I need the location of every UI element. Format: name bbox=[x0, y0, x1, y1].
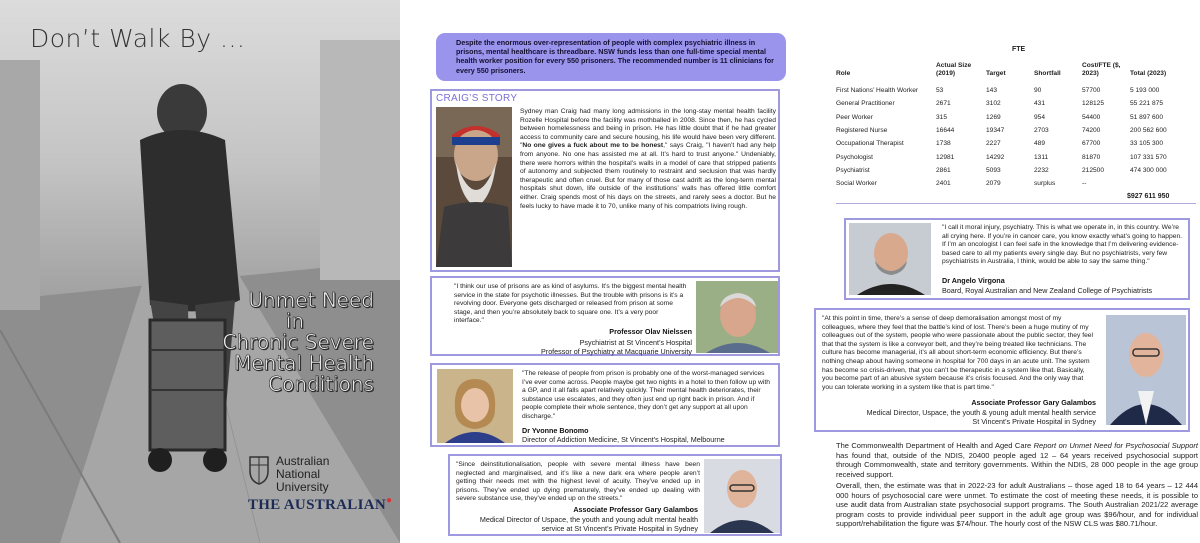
table-row bbox=[836, 97, 1196, 110]
table-cell: 2227 bbox=[986, 140, 1001, 148]
table-cell: 2401 bbox=[936, 180, 951, 188]
table-cell: 1738 bbox=[936, 140, 951, 148]
table-cell: 1311 bbox=[1034, 153, 1049, 161]
crest-icon bbox=[248, 455, 270, 485]
table-cell: 74200 bbox=[1082, 127, 1101, 135]
table-cell: General Practitioner bbox=[836, 100, 895, 108]
quote-galambos bbox=[448, 454, 782, 536]
cover-subtitle-line: Conditions bbox=[268, 372, 374, 396]
table-cell: Psychiatrist bbox=[836, 166, 870, 174]
galambos-photo bbox=[704, 459, 780, 533]
table-cell: 143 bbox=[986, 87, 998, 95]
table-cell: Occupational Therapist bbox=[836, 140, 904, 148]
story-bold-quote: No one gives a fuck about me to be honest bbox=[522, 142, 664, 150]
table-cell: 212500 bbox=[1082, 166, 1105, 174]
craig-photo bbox=[436, 107, 512, 267]
quote-role-line: Medical Director of Uspace, the youth and young adult mental health bbox=[479, 515, 698, 524]
table-cell: 81870 bbox=[1082, 153, 1101, 161]
story-title: CRAIG’S STORY bbox=[436, 93, 518, 104]
university-logo bbox=[248, 455, 329, 494]
table-cell: 2079 bbox=[986, 180, 1001, 188]
body-paragraph bbox=[836, 441, 1198, 479]
cover-panel bbox=[0, 0, 400, 543]
table-cell: 51 897 600 bbox=[1130, 113, 1164, 121]
cover-subtitle-line: Mental Health bbox=[234, 351, 374, 375]
table-cell: 954 bbox=[1034, 113, 1046, 121]
table-row bbox=[836, 177, 1196, 190]
quote-name: Professor Olav Nielssen bbox=[609, 327, 692, 336]
quote-bonomo bbox=[430, 363, 780, 447]
quote-name: Dr Angelo Virgona bbox=[942, 276, 1005, 285]
quote-galambos-2 bbox=[814, 308, 1190, 432]
table-cell: 55 221 875 bbox=[1130, 100, 1164, 108]
middle-panel bbox=[400, 0, 800, 543]
table-cell: 14292 bbox=[986, 153, 1005, 161]
quote-role-line: service at St Vincent’s Private Hospital in Sydney bbox=[541, 524, 698, 533]
quote-role bbox=[480, 515, 698, 533]
quote-role-line: Professor of Psychiatry at Macquarie University bbox=[541, 347, 692, 356]
quote-role-line: Medical Director, Uspace, the youth & young adult mental health service bbox=[866, 408, 1096, 417]
story-part2: ," says Craig, "I haven’t had any help from anyone. No one has assisted me at all. It’s hard to trust anyone." Undeniably, there were horrors within the hospital’s walls in a model of care that stripped patients of autonomy and subjected them routinely to restraint and seclusion that was hardly therapeutic and often cruel. But for many of those cast adrift as the long-term mental hospitals shut down, life outside of the institutions’ walls has offered little comfort either. Craig spends most of his days on the streets, and rarely sees a doctor. But he feels lucky to have made it to 70, unlike many of his compatriots living rough. bbox=[520, 142, 776, 210]
right-panel bbox=[800, 0, 1200, 543]
table-cell: Social Worker bbox=[836, 180, 877, 188]
table-divider bbox=[836, 203, 1196, 204]
cover-subtitle-line: Chronic Severe bbox=[222, 330, 374, 354]
publisher-name: THE AUSTRALIAN bbox=[248, 497, 386, 513]
table-row bbox=[836, 124, 1196, 137]
quote-role: Director of Addiction Medicine, St Vincent’s Hospital, Melbourne bbox=[522, 435, 725, 444]
quote-nielssen bbox=[430, 276, 780, 356]
table-row bbox=[836, 164, 1196, 177]
publisher-logo bbox=[248, 495, 392, 514]
table-row bbox=[836, 84, 1196, 97]
column-header: Cost/FTE ($, 2023) bbox=[1082, 62, 1121, 77]
quote-text: "I call it moral injury, psychiatry. This is what we operate in, in this country. We’re all crying here. If you’re in cancer care, you know exactly what’s going to happen. If I’m an oncologist I can feel safe in the knowledge that I’m delivering evidence-based care to all my patients every single day. But no psychiatrists, very few psychiatrists in Australia, I think, would be able to say the same thing." bbox=[942, 224, 1183, 266]
table-cell: 12981 bbox=[936, 153, 955, 161]
table-cell: Registered Nurse bbox=[836, 127, 888, 135]
column-header: Target bbox=[986, 70, 1006, 77]
quote-role-line: St Vincent’s Private Hospital in Sydney bbox=[972, 417, 1096, 426]
table-cell: 5093 bbox=[986, 166, 1001, 174]
cover-title: Don’t Walk By ... bbox=[30, 24, 246, 53]
table-cell: 107 331 570 bbox=[1130, 153, 1167, 161]
table-cell: 16644 bbox=[936, 127, 955, 135]
table-cell: 5 193 000 bbox=[1130, 87, 1160, 95]
table-cell: 128125 bbox=[1082, 100, 1105, 108]
callout-box bbox=[436, 33, 786, 81]
nielssen-photo bbox=[696, 281, 778, 353]
table-cell: -- bbox=[1082, 180, 1087, 188]
table-row bbox=[836, 137, 1196, 150]
table-cell: 54400 bbox=[1082, 113, 1101, 121]
quote-name: Associate Professor Gary Galambos bbox=[971, 398, 1096, 407]
column-header: Role bbox=[836, 70, 851, 77]
table-row bbox=[836, 150, 1196, 163]
university-name bbox=[276, 455, 329, 494]
table-cell bbox=[1130, 177, 1196, 190]
craig-story-box bbox=[430, 89, 780, 272]
fte-title: FTE bbox=[1012, 46, 1026, 53]
cover-subtitle bbox=[134, 290, 374, 395]
quote-text: "The release of people from prison is probably one of the worst-managed services I’ve ever come across. People maybe get two nights in a hotel to then follow up with a GP, and it all falls apart relatively quickly. Their mental health deteriorates, their substance use escalates, and they often just end up right back in prison. And if people complete their whole sentence, they don’t get any support at all upon discharge." bbox=[522, 370, 770, 420]
body-paragraph: Overall, then, the estimate was that in 2022-23 for adult Australians – those aged 18 to 64 years – 12 444 000 hours of psychosocial care were unmet. To estimate the cost of meeting these needs, it is possible to use audit data from Australian state psychosocial support programs. The South Australian 2021/22 average program costs to provide individual peer support in the adult age group was $96/hour, and for individual support/rehabilitation the figure was $74/hour. The hourly cost of the NSW CLS was $80.71/hour. bbox=[836, 481, 1198, 529]
cover-photo bbox=[0, 0, 400, 543]
table-cell: 67700 bbox=[1082, 140, 1101, 148]
table-cell: 431 bbox=[1034, 100, 1046, 108]
table-cell: 200 562 600 bbox=[1130, 127, 1167, 135]
publisher-dot-icon: ● bbox=[385, 495, 393, 506]
body-text: The Commonwealth Department of Health and Aged Care bbox=[836, 441, 1034, 450]
table-cell: 53 bbox=[936, 87, 944, 95]
table-cell: 474 300 000 bbox=[1130, 166, 1167, 174]
table-cell: 489 bbox=[1034, 140, 1046, 148]
university-name-line: National bbox=[276, 467, 321, 481]
table-cell: 2671 bbox=[936, 100, 951, 108]
table-cell: Psychologist bbox=[836, 153, 874, 161]
university-name-line: University bbox=[276, 480, 329, 494]
table-header-row bbox=[836, 62, 1196, 84]
column-header: Actual Size (2019) bbox=[936, 62, 972, 77]
table-cell: 2861 bbox=[936, 166, 951, 174]
callout-text: Despite the enormous over-representation of people with complex psychiatric illness in prisons, mental healthcare is threadbare. NSW funds less than one full-time special mental health worker position for every 550 prisoners. The recommended number is 11 clinicians for every 550 prisoners. bbox=[456, 38, 774, 75]
quote-name: Dr Yvonne Bonomo bbox=[522, 426, 589, 435]
table-row bbox=[836, 111, 1196, 124]
table-cell: 19347 bbox=[986, 127, 1005, 135]
quote-role: Board, Royal Australian and New Zealand College of Psychiatrists bbox=[942, 286, 1153, 295]
column-header: Shortfall bbox=[1034, 70, 1061, 77]
table-cell: 2703 bbox=[1034, 127, 1049, 135]
cover-subtitle-line: in bbox=[285, 309, 304, 333]
table-total: $927 611 950 bbox=[1127, 193, 1170, 200]
cover-subtitle-line: Unmet Need bbox=[248, 288, 374, 312]
body-text: has found that, outside of the NDIS, 20400 people aged 12 – 64 years received psychosocial support through Commonwealth, state and territory governments. Within the NDIS, 28 000 people in the age group received support. bbox=[836, 450, 1198, 479]
table-cell: 1269 bbox=[986, 113, 1001, 121]
table-cell: 57700 bbox=[1082, 87, 1101, 95]
quote-text: "At this point in time, there’s a sense of deep demoralisation amongst most of my colleagues, where they feel that the battle’s kind of lost. There’s been a huge mutiny of my colleagues out of the system, people who were passionate about the public sector, they feel that that the system is like a conveyor belt, and they’re being treated like technicians. The culture has become managerial, it’s all about short-term economic efficiency. But there’s nothing cheap about having someone in hospital for 700 days in an acute unit. The system has become so crisis-driven, that you can’t be therapeutic in a system like that. Basically, you become part of an abusive system because it’s crisis focused. And the only way that you can tolerate working in a system like that is part time." bbox=[822, 315, 1094, 391]
table-cell: 33 105 300 bbox=[1130, 140, 1164, 148]
story-part1: Sydney man Craig had many long admissions in the long-stay mental health facility Rozelle Hospital before the facility was mothballed in 2008. Since then, he has cycled between homelessness and being in prison. He has little doubt that if he had greater access to community care and secure housing, his life would have been very different. " bbox=[520, 108, 776, 150]
table-cell: 3102 bbox=[986, 100, 1001, 108]
fte-table bbox=[836, 62, 1196, 190]
university-name-line: Australian bbox=[276, 454, 330, 468]
column-header: Total (2023) bbox=[1130, 70, 1167, 77]
quote-role bbox=[541, 338, 692, 356]
table-cell: 315 bbox=[936, 113, 948, 121]
quote-name: Associate Professor Gary Galambos bbox=[573, 505, 698, 514]
report-title: Report on Unmet Need for Psychosocial Support bbox=[1033, 441, 1198, 450]
quote-text: "I think our use of prisons are as kind of asylums. It’s the biggest mental health service in the state for psychotic illnesses. But the trouble with prisons is it’s a revolving door. Everyone gets discharged or released from prison at some stage, and then you’re absolutely back to square one. It’s a very poor interface." bbox=[454, 283, 687, 325]
table-cell: Peer Worker bbox=[836, 113, 873, 121]
quote-text: "Since deinstitutionalisation, people with severe mental illness have been neglected and marginalised, and it’s like a new dark era where people aren’t getting their needs met with the highest level of acuity. They’ve ended up in prisons. They’ve ended up dying prematurely, they’ve ended up dealing with severe substance use, they’ve ended up on the streets." bbox=[456, 461, 700, 503]
quote-virgona bbox=[844, 218, 1190, 300]
galambos-photo bbox=[1106, 315, 1186, 425]
table-cell: surplus bbox=[1034, 180, 1056, 188]
table-cell: 90 bbox=[1034, 87, 1042, 95]
virgona-photo bbox=[849, 223, 931, 295]
story-text bbox=[520, 108, 776, 211]
table-cell: 2232 bbox=[1034, 166, 1049, 174]
quote-role-line: Psychiatrist at St Vincent’s Hospital bbox=[579, 338, 692, 347]
bonomo-photo bbox=[437, 369, 513, 443]
table-cell: First Nations’ Health Worker bbox=[836, 87, 919, 95]
quote-role bbox=[867, 408, 1096, 426]
